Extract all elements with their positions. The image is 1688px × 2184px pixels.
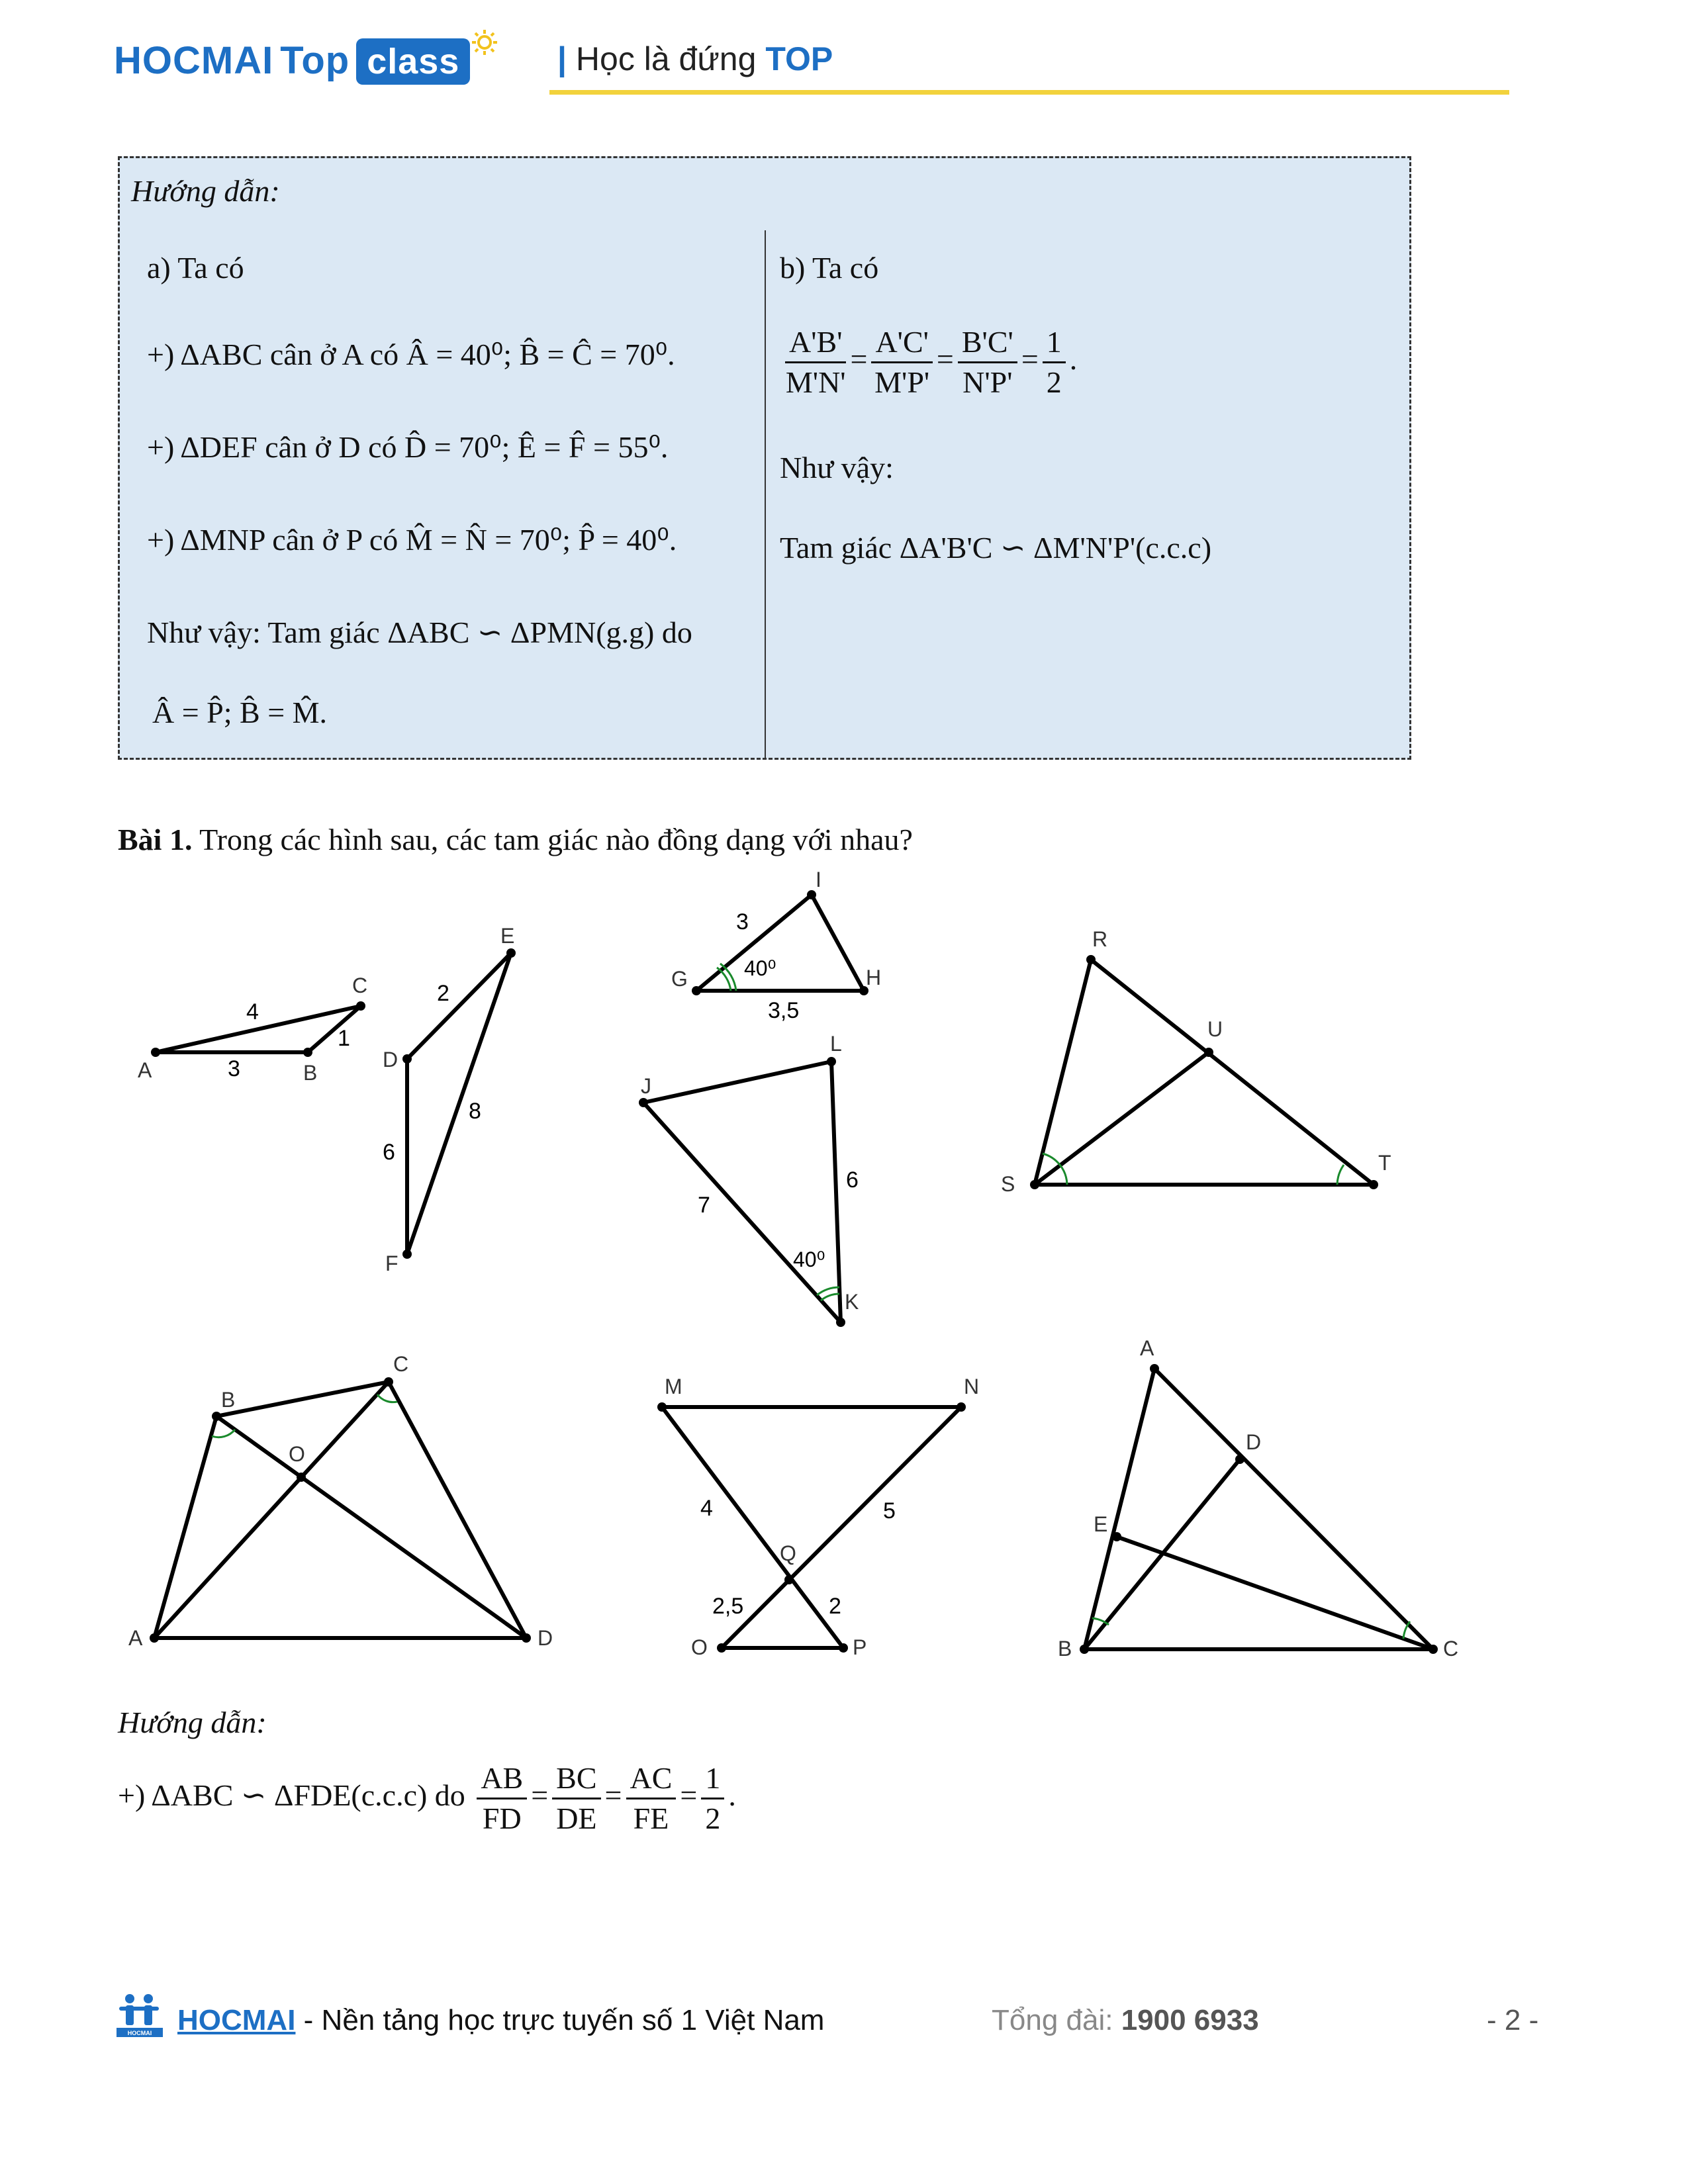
- answer-fraction-2: $\frac{BC}{DE}$: [552, 1759, 600, 1838]
- label-ef: 8: [469, 1099, 481, 1124]
- label-b2: B: [221, 1388, 236, 1412]
- label-j: J: [641, 1074, 651, 1098]
- label-o2: O: [691, 1635, 708, 1659]
- label-h: H: [866, 966, 882, 989]
- label-oq: 2,5: [712, 1594, 744, 1619]
- tagline-separator: |: [557, 40, 567, 77]
- answer-line: +) ΔABC ∽ ΔFDE(c.c.c) do $\frac{AB}{FD}$ = $\frac{BC}{DE}$ = $\frac{AC}{FE}$ = $\frac{1}{2}$ .: [118, 1759, 736, 1838]
- segment-ce: [1117, 1537, 1433, 1649]
- footer-hotline-number: 1900 6933: [1121, 2004, 1259, 2036]
- sun-icon: [471, 29, 498, 56]
- ratio-fraction-3: $\frac{B'C'}{N'P'}$: [958, 323, 1017, 402]
- label-k: K: [845, 1290, 859, 1314]
- header-tagline: [557, 40, 833, 78]
- guide-left-line2: +) ΔDEF cân ở D có D̂ = 70⁰; Ê = F̂ = 55⁰.: [147, 430, 669, 464]
- triangle-jkl: [643, 1062, 841, 1322]
- tagline-top: TOP: [765, 40, 833, 77]
- exercise-question: Trong các hình sau, các tam giác nào đồng dạng với nhau?: [199, 823, 913, 856]
- label-f1: F: [385, 1251, 399, 1275]
- brand-top: Top: [280, 39, 350, 82]
- label-d1: D: [383, 1048, 399, 1071]
- label-c3: C: [1443, 1637, 1459, 1661]
- guide-right-conclusion-label: Như vậy:: [780, 451, 894, 484]
- label-q: Q: [780, 1541, 796, 1565]
- footer-hotline-label: Tổng đài:: [992, 2004, 1121, 2036]
- label-a3: A: [1140, 1336, 1154, 1360]
- label-a2: A: [128, 1626, 143, 1650]
- triangle-ghi: [696, 895, 864, 991]
- label-a1: A: [138, 1058, 152, 1082]
- label-i: I: [816, 868, 821, 891]
- ratio-fraction-1: $\frac{A'B'}{M'N'}$: [785, 323, 846, 402]
- answer-fraction-1: $\frac{AB}{FD}$: [477, 1759, 527, 1838]
- label-ac: 4: [246, 999, 259, 1024]
- guide-right-intro: b) Ta có: [780, 251, 879, 285]
- brand-name: HOCMAI: [114, 39, 274, 82]
- footer-page-number: - 2 -: [1487, 2004, 1539, 2036]
- triangle-def: [407, 953, 511, 1254]
- guide-right-ratio: $\frac{A'B'}{M'N'}$ = $\frac{A'C'}{M'P'}$ = $\frac{B'C'}{N'P'}$ = $\frac{1}{2}$ .: [781, 323, 1077, 402]
- label-b3: B: [1058, 1637, 1072, 1661]
- guide-left-line1: +) ΔABC cân ở A có Â = 40⁰; B̂ = Ĉ = 70⁰.: [147, 338, 675, 371]
- label-g: G: [671, 967, 688, 991]
- guide-right-conclusion: Tam giác ΔA'B'C ∽ ΔM'N'P'(c.c.c): [780, 531, 1212, 565]
- angle-arc-t: [1337, 1165, 1344, 1185]
- angle-arc-b: [212, 1430, 235, 1437]
- guide-column-divider: [765, 230, 766, 760]
- brand-class-badge: class: [356, 38, 470, 85]
- label-s: S: [1001, 1172, 1015, 1196]
- label-nq: 5: [883, 1498, 896, 1524]
- label-mq: 4: [700, 1496, 713, 1521]
- label-e3: E: [1094, 1512, 1108, 1536]
- angle-arc-k: [821, 1294, 839, 1300]
- diagonal-bd: [216, 1416, 526, 1638]
- label-jk: 7: [698, 1193, 710, 1218]
- label-pq: 2: [829, 1594, 841, 1619]
- label-t: T: [1378, 1151, 1391, 1175]
- brand-logo: [114, 38, 470, 85]
- answer-fraction-4: $\frac{1}{2}$: [701, 1759, 724, 1838]
- label-r: R: [1092, 927, 1108, 951]
- header-underline: [549, 90, 1509, 95]
- ratio-fraction-4: $\frac{1}{2}$: [1043, 323, 1066, 402]
- label-b1: B: [303, 1061, 318, 1085]
- guide-left-intro: a) Ta có: [147, 251, 244, 285]
- label-o: O: [289, 1442, 305, 1466]
- label-c2: C: [393, 1352, 409, 1376]
- label-gi: 3: [736, 909, 749, 934]
- guide-left-line5: Â = P̂; B̂ = M̂.: [152, 696, 328, 729]
- label-angle-g: 40⁰: [744, 956, 776, 980]
- label-de: 2: [437, 981, 449, 1006]
- footer-hocmai-link[interactable]: HOCMAI: [177, 2004, 296, 2036]
- label-kl: 6: [846, 1167, 859, 1193]
- segment-mp: [662, 1407, 843, 1648]
- segment-no: [722, 1407, 961, 1648]
- exercise-label: Bài 1.: [118, 823, 193, 856]
- answer-fraction-3: $\frac{AC}{FE}$: [626, 1759, 677, 1838]
- answer-title: Hướng dẫn:: [118, 1706, 267, 1739]
- footer-logo-text: HOCMAI: [127, 2030, 152, 2036]
- label-d3: D: [1246, 1430, 1262, 1454]
- figures-canvas: [0, 860, 1688, 1681]
- label-angle-k: 40⁰: [793, 1248, 825, 1271]
- label-c1: C: [352, 974, 368, 997]
- footer-slogan-text: - Nền tảng học trực tuyến số 1 Việt Nam: [295, 2004, 825, 2036]
- footer-hotline: [992, 2004, 1259, 2037]
- label-df: 6: [383, 1140, 395, 1165]
- label-u: U: [1207, 1017, 1223, 1041]
- label-bc: 1: [338, 1026, 350, 1051]
- label-m: M: [665, 1375, 682, 1398]
- hocmai-footer-logo-icon: [117, 1992, 163, 2038]
- label-d2: D: [538, 1626, 553, 1650]
- ratio-fraction-2: $\frac{A'C'}{M'P'}$: [871, 323, 932, 402]
- footer-slogan: [177, 2004, 824, 2037]
- guide-title: Hướng dẫn:: [131, 174, 280, 208]
- label-l: L: [830, 1032, 842, 1056]
- guide-left-line4: Như vậy: Tam giác ΔABC ∽ ΔPMN(g.g) do: [147, 615, 692, 649]
- label-ab: 3: [228, 1056, 240, 1081]
- exercise-statement: [118, 822, 913, 857]
- triangle-rst: [1035, 960, 1374, 1185]
- guide-left-line3: +) ΔMNP cân ở P có M̂ = N̂ = 70⁰; P̂ = 40⁰.: [147, 523, 677, 557]
- tagline-text: Học là đứng: [575, 40, 757, 77]
- answer-statement: +) ΔABC ∽ ΔFDE(c.c.c) do: [118, 1778, 465, 1813]
- label-n: N: [964, 1375, 980, 1398]
- label-e1: E: [500, 924, 515, 948]
- label-p: P: [853, 1635, 867, 1659]
- triangle-abc-2: [1084, 1369, 1433, 1649]
- label-gh: 3,5: [768, 998, 800, 1023]
